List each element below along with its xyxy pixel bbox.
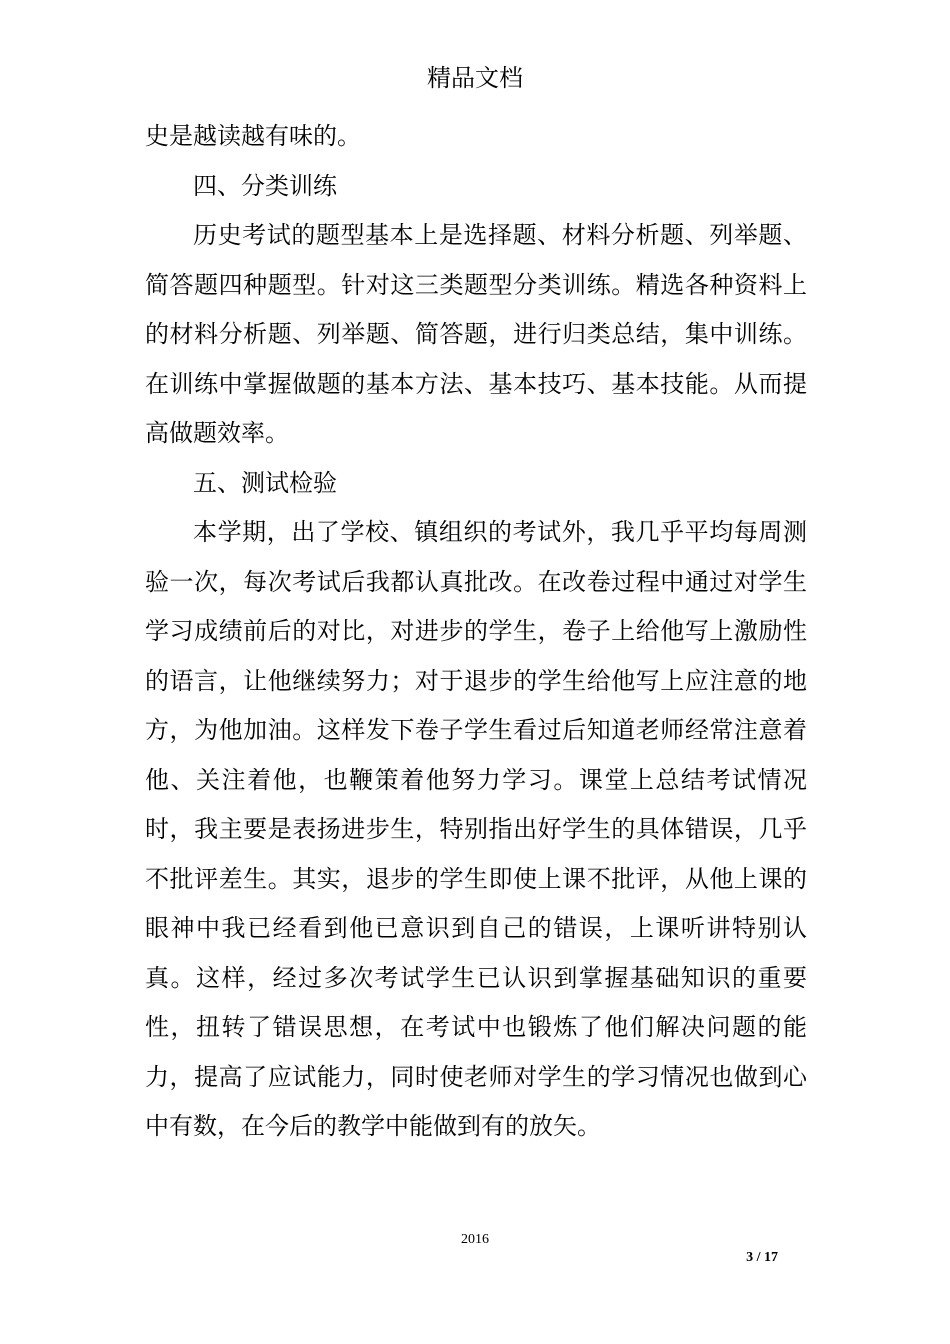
page-header-title: 精品文档 bbox=[427, 64, 523, 92]
page-number: 3 / 17 bbox=[746, 1250, 778, 1265]
footer-year: 2016 bbox=[461, 1232, 489, 1247]
section-heading-test-verification: 五、测试检验 bbox=[193, 468, 337, 497]
paragraph-test-verification: 本学期，出了学校、镇组织的考试外，我几乎平均每周测验一次，每次考试后我都认真批改。在改卷过程中通过对学生学习成绩前后的对比，对进步的学生，卷子上给他写上激励性的语言，让他继续努力；对于退步的学生给他写上应注意的地方，为他加油。这样发下卷子学生看过后知道老师经常注意着他、关注着他，也鞭策着他努力学习。课堂上总结考试情况时，我主要是表扬进步生，特别指出好学生的具体错误，几乎不批评差生。其实，退步的学生即使上课不批评，从他上课的眼神中我已经看到他已意识到自己的错误，上课听讲特别认真。这样，经过多次考试学生已认识到掌握基础知识的重要性，扭转了错误思想，在考试中也锻炼了他们解决问题的能力，提高了应试能力，同时使老师对学生的学习情况也做到心中有数，在今后的教学中能做到有的放矢。 bbox=[145, 518, 807, 1140]
paragraph-continuation: 史是越读越有味的。 bbox=[145, 122, 361, 150]
section-heading-classified-training: 四、分类训练 bbox=[193, 171, 337, 200]
paragraph-classified-training: 历史考试的题型基本上是选择题、材料分析题、列举题、简答题四种题型。针对这三类题型分类训练。精选各种资料上的材料分析题、列举题、简答题，进行归类总结，集中训练。在训练中掌握做题的基本方法、基本技巧、基本技能。从而提高做题效率。 bbox=[145, 221, 807, 447]
document-body bbox=[145, 112, 807, 1152]
